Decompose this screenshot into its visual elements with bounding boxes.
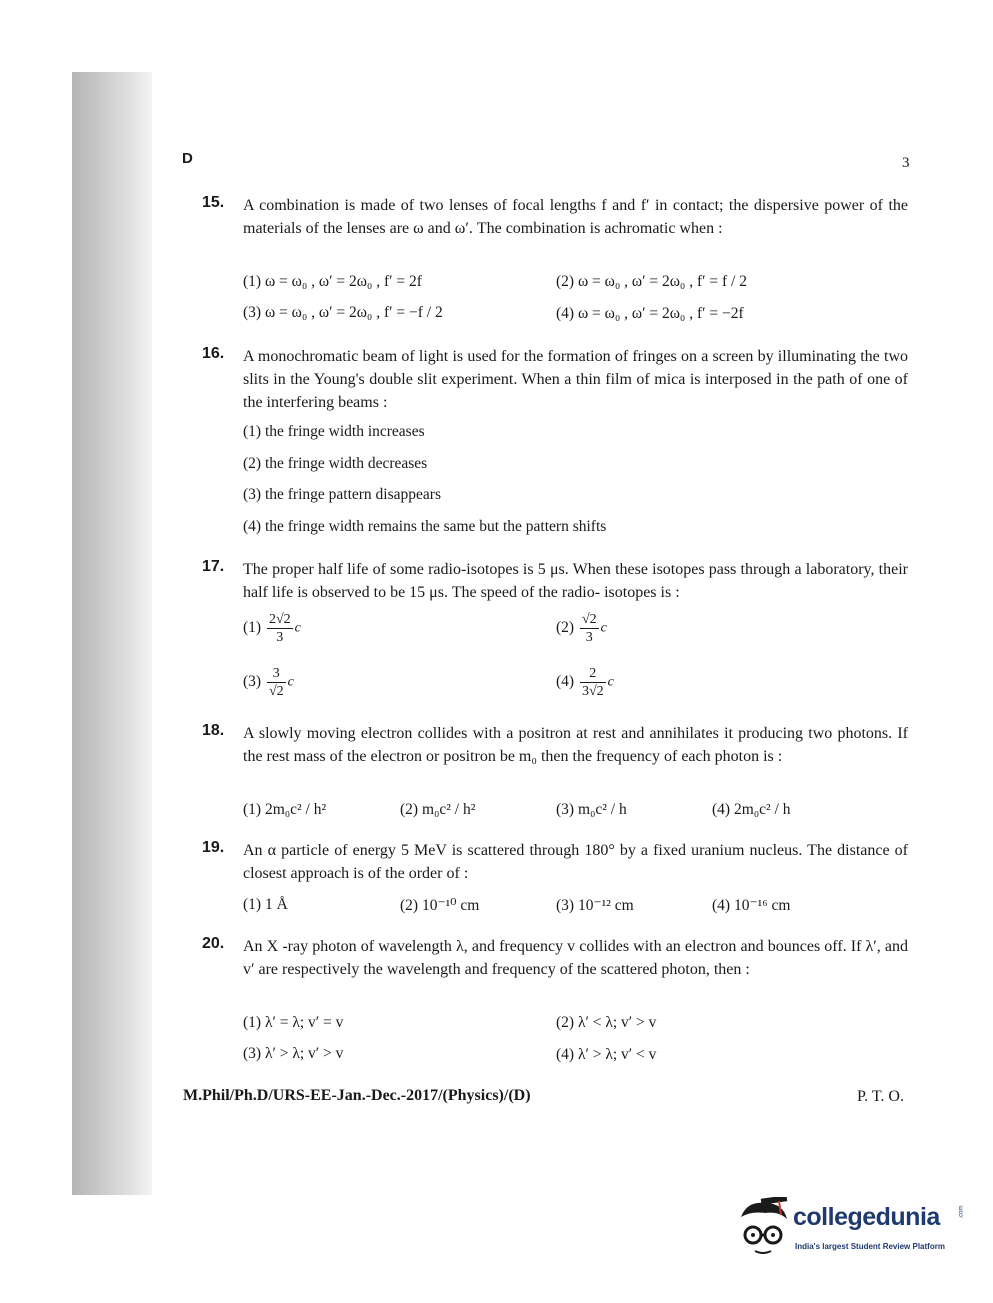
q18-option-3: (3) m₀c² / h	[556, 801, 627, 818]
question-18	[202, 722, 908, 768]
q17-option-1: (1) $\frac{2√2}{3}$ c	[243, 612, 301, 645]
question-text: A slowly moving electron collides with a positron at rest and annihilates it producing two photons. If the rest mass of the electron or positron be m₀ then the frequency of each photon is :	[243, 725, 908, 765]
q20-option-1: (1) λ′ = λ; v′ = v	[243, 1014, 344, 1031]
question-number: 15.	[202, 194, 225, 211]
question-number: 18.	[202, 722, 225, 739]
q15-option-4: (4) ω = ω₀ , ω′ = 2ω₀ , f′ = −2f	[556, 305, 744, 322]
question-20	[202, 935, 908, 981]
q16-option-4: (4) the fringe width remains the same but the pattern shifts	[243, 518, 607, 535]
q16-option-1: (1) the fringe width increases	[243, 423, 425, 440]
q16-option-2: (2) the fringe width decreases	[243, 455, 428, 472]
q18-option-1: (1) 2m₀c² / h²	[243, 801, 327, 818]
q19-option-4: (4) 10⁻¹⁶ cm	[712, 897, 791, 914]
q19-option-1: (1) 1 Å	[243, 896, 288, 913]
question-number: 19.	[202, 839, 225, 856]
paper-code: M.Phil/Ph.D/URS-EE-Jan.-Dec.-2017/(Physics)/(D)	[183, 1087, 531, 1104]
question-text: A combination is made of two lenses of focal lengths f and f′ in contact; the dispersive power of the materials of the lenses are ω and ω′. The combination is achromatic when :	[243, 197, 908, 237]
logo-suffix: .com	[958, 1205, 965, 1219]
q19-option-3: (3) 10⁻¹² cm	[556, 897, 634, 914]
q20-option-4: (4) λ′ > λ; v′ < v	[556, 1046, 657, 1063]
q20-option-3: (3) λ′ > λ; v′ > v	[243, 1045, 344, 1062]
q16-option-3: (3) the fringe pattern disappears	[243, 486, 441, 503]
question-set-label: D	[182, 150, 193, 167]
question-text: An X -ray photon of wavelength λ, and frequency v collides with an electron and bounces off. If λ′, and v′ are respectively the wavelength and frequency of the scattered photon, then :	[243, 938, 908, 978]
question-number: 17.	[202, 558, 225, 575]
scan-binding-shadow	[72, 72, 152, 1195]
q17-option-4: (4) $\frac{2}{3√2}$ c	[556, 666, 614, 699]
collegedunia-logo	[735, 1197, 965, 1259]
q15-option-2: (2) ω = ω₀ , ω′ = 2ω₀ , f′ = f / 2	[556, 273, 747, 290]
fraction: $\frac{√2}{3}$	[581, 612, 597, 645]
question-number: 20.	[202, 935, 225, 952]
q17-option-3: (3) $\frac{3}{√2}$ c	[243, 666, 294, 699]
fraction: $\frac{2√2}{3}$	[268, 612, 291, 645]
q18-option-2: (2) m₀c² / h²	[400, 801, 476, 818]
logo-tagline: India's largest Student Review Platform	[795, 1242, 945, 1251]
question-15	[202, 194, 908, 240]
q15-option-1: (1) ω = ω₀ , ω′ = 2ω₀ , f′ = 2f	[243, 273, 422, 290]
q18-option-4: (4) 2m₀c² / h	[712, 801, 791, 818]
pto-label: P. T. O.	[857, 1088, 904, 1105]
q15-option-3: (3) ω = ω₀ , ω′ = 2ω₀ , f′ = −f / 2	[243, 304, 443, 321]
question-16	[202, 345, 908, 414]
q20-option-2: (2) λ′ < λ; v′ > v	[556, 1014, 657, 1031]
logo-brand-text: collegedunia	[793, 1203, 940, 1231]
question-number: 16.	[202, 345, 225, 362]
page-number: 3	[902, 155, 910, 171]
fraction: $\frac{2}{3√2}$	[581, 666, 604, 699]
q19-option-2: (2) 10⁻¹⁰ cm	[400, 897, 480, 914]
question-text: A monochromatic beam of light is used for the formation of fringes on a screen by illuminating the two slits in the Young's double slit experiment. When a thin film of mica is interposed in the path of one of the interfering beams :	[243, 348, 908, 411]
mascot-icon	[735, 1197, 791, 1259]
q17-option-2: (2) $\frac{√2}{3}$ c	[556, 612, 607, 645]
question-19	[202, 839, 908, 885]
question-text: An α particle of energy 5 MeV is scattered through 180° by a fixed uranium nucleus. The distance of closest approach is of the order of :	[243, 842, 908, 882]
question-text: The proper half life of some radio-isotopes is 5 μs. When these isotopes pass through a laboratory, their half life is observed to be 15 μs. The speed of the radio- isotopes is :	[243, 561, 908, 601]
question-17	[202, 558, 908, 604]
fraction: $\frac{3}{√2}$	[268, 666, 284, 699]
